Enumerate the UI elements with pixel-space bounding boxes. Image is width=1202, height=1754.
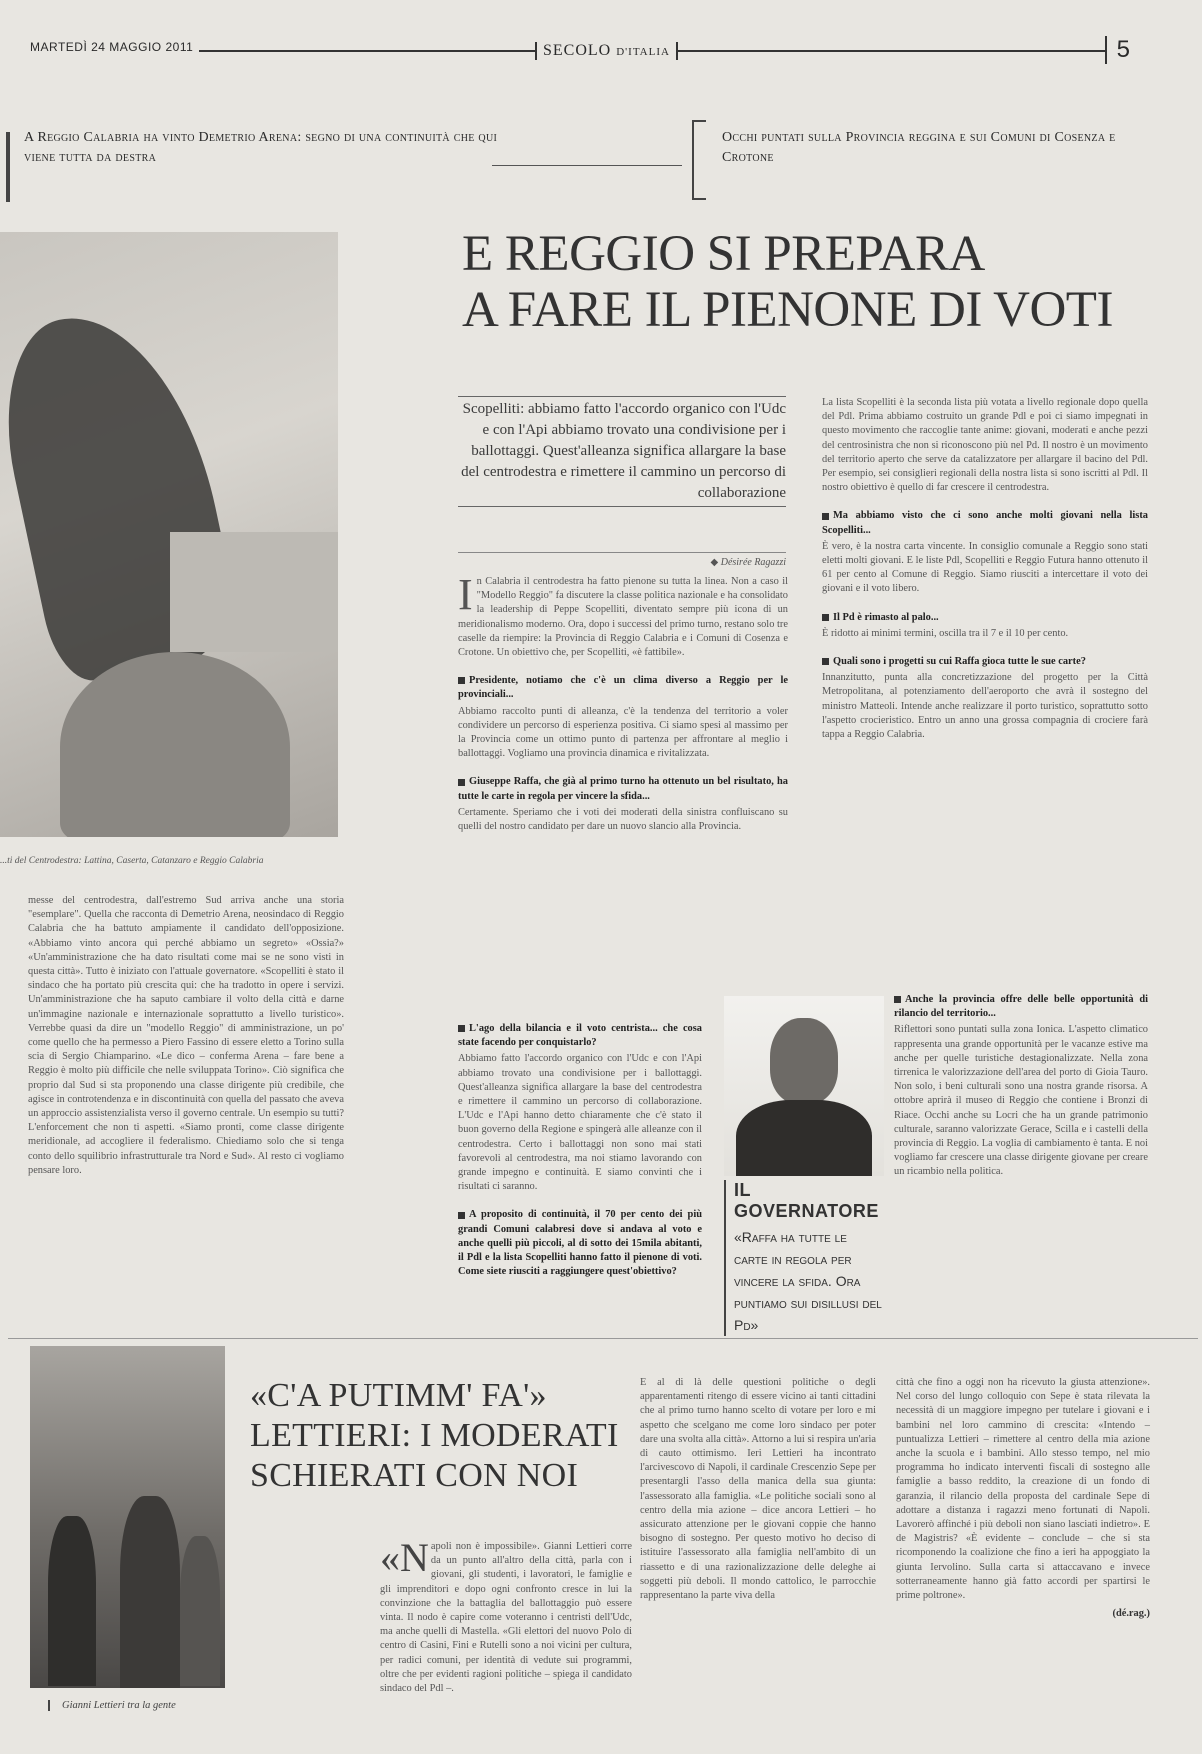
interview-answer: Riflettori sono puntati sulla zona Ionica. L'aspetto climatico rappresenta una grande opportunità per le vacanze estive ma anche per quelle turistiche destagionalizzate. Nella zona tirrenica le valorizzazione dell'area del porto di Gioia Tauro. Non solo, i beni culturali sono una nostra grande risorsa. A ottobre aprirà il museo di Reggio che contiene i Bronzi di Riace. Occhi anche su Locri che ha un grande patrimonio culturale, saranno valorizzate Gerace, Scilla e i castelli della provincia di Reggio. La voglia di cambiamento è tanta. E noi vogliamo far crescere una classe dirigente giovane per creare un ricambio nella politica. — [894, 1024, 1148, 1178]
bullet-square-icon — [458, 779, 465, 786]
lettieri-photo-caption: Gianni Lettieri tra la gente — [48, 1700, 238, 1711]
article-column-center — [458, 570, 788, 836]
governor-title: IL GOVERNATORE — [734, 1180, 879, 1221]
photo-shape — [170, 532, 338, 652]
article-column-right — [822, 396, 1148, 744]
bullet-square-icon — [822, 614, 829, 621]
bullet-square-icon — [822, 513, 829, 520]
interview-answer: Abbiamo fatto l'accordo organico con l'Udc e con l'Api abbiamo trovato una condivisione per i ballottaggi. Quest'alleanza significa allargare la base del centrodestra e rimettere il cammino un percorso di collaborazione. L'Udc e l'Api hanno detto chiaramente che c'è stato il buon governo della Regione e spingerà alle alleanze con il centrodestra. Certo i ballottaggi non sono mai stati favorevoli al centrodestra, ma noi stiamo lavorando con grande impegno e continuità. E siamo convinti che i risultati ci saranno. — [458, 1053, 702, 1193]
kicker-left — [24, 128, 504, 168]
interview-answer: La lista Scopelliti è la seconda lista più votata a livello regionale dopo quella del Pdl. Prima abbiamo costruito un grande Pdl e poi ci siamo impegnati in questo movimento che raccoglie tante anime: giovani, moderati e anche pezzi del centrosinistra che non si riconoscono più nel Pd. Il nostro è un movimento del territorio aperto che serve da catalizzatore per allargare il bacino del Pdl. Per esempio, sei consiglieri regionali della nostra lista si sono iscritti al Pdl. Il nostro obiettivo è quello di far crescere il centrodestra. — [822, 397, 1148, 494]
interview-question — [458, 1022, 702, 1050]
headline-line: A FARE IL PIENONE DI VOTI — [462, 282, 1113, 338]
pull-quote — [458, 396, 786, 507]
question-text: Ma abbiamo visto che ci sono anche molti giovani nella lista Scopelliti... — [822, 510, 1148, 536]
bullet-square-icon — [458, 1025, 465, 1032]
headline-line: «C'A PUTIMM' FA'» — [250, 1377, 547, 1414]
headline-line: SCHIERATI CON NOI — [250, 1457, 579, 1494]
bottom-headline — [250, 1376, 630, 1496]
page-number: 5 — [1105, 36, 1140, 64]
question-text: L'ago della bilancia e il voto centrista... che cosa state facendo per conquistarlo? — [458, 1023, 702, 1049]
bullet-square-icon — [458, 1212, 465, 1219]
bullet-square-icon — [822, 658, 829, 665]
kicker-bar — [6, 132, 10, 202]
intro-text: n Calabria il centrodestra ha fatto pienone su tutta la linea. Non a caso il "Modello Reggio" fa discutere la classe politica nazionale e ha consolidato la leadership di Peppe Scopelliti, diventato sempre più icona di un meridionalismo moderno. Ora, dopo i successi del primo turno, restano solo tre caselle da riempire: la Provincia di Reggio Calabria e i Comuni di Cosenza e Crotone. Un obiettivo che, per Scopelliti, «è fattibile». — [458, 576, 788, 659]
kicker-bracket — [692, 120, 706, 200]
open-quote: «N — [380, 1535, 429, 1580]
interview-question — [822, 611, 1148, 625]
author-signature: (dé.rag.) — [1112, 1608, 1150, 1620]
kicker-rule — [492, 165, 682, 166]
interview-question — [822, 509, 1148, 537]
photo-shape — [736, 1100, 872, 1176]
byline-author: Désirée Ragazzi — [720, 557, 786, 568]
question-text: Presidente, notiamo che c'è un clima diverso a Reggio per le provinciali... — [458, 675, 788, 701]
pull-quote-text: Scopelliti: abbiamo fatto l'accordo organico con l'Udc e con l'Api abbiamo trovato una condivisione per i ballottaggi. Quest'alleanza significa allargare la base del centrodestra e rimettere il cammino un percorso di collaborazione — [461, 401, 786, 501]
kicker-right: Occhi puntati sulla Provincia reggina e sui Comuni di Cosenza e Crotone — [722, 130, 1116, 165]
interview-question — [458, 775, 788, 803]
interview-answer: È vero, è la nostra carta vincente. In consiglio comunale a Reggio sono stati eletti molti giovani. E le liste Pdl, Scopelliti e Reggio Futura hanno ottenuto il 61 per cento al Comune di Reggio. Siamo riusciti a intercettare il voto dei giovani e il voto libero. — [822, 540, 1148, 595]
bottom-column-2: E al di là delle questioni politiche o degli apparentamenti ritengo di essere vicino ai tanti cittadini che al primo turno hanno scelto di votare per loro e mi aspetto che scelgano me come loro sindaco per poter dare una svolta alla città». Attorno a lui si respira un'aria di cauto ottimismo. Ieri Lettieri ha incontrato l'arcivescovo di Napoli, il cardinale Crescenzio Sepe per presentargli l'asso della manica della sua giunta: l'assessorato alla famiglia. «Le politiche sociali sono al centro della mia azione – dice ancora Lettieri – ho assicurato attenzione per le giovani coppie che hanno bisogno di sostegno. Per questo motivo ho deciso di istituire l'assessorato alla famiglia nell'ambito di un riassetto e di una razionalizzazione delle deleghe ai soggetti più deboli. Il mondo cattolico, le parrocchie rappresentano la parte viva della — [640, 1377, 876, 1602]
interview-answer: È ridotto ai minimi termini, oscilla tra il 7 e il 10 per cento. — [822, 627, 1069, 639]
bottom-column-1 — [380, 1535, 632, 1696]
section-divider — [8, 1338, 1198, 1339]
bottom-column-text: apoli non è impossibile». Gianni Lettieri corre da un punto all'altro della città, parla con i giovani, gli studenti, i lavoratori, le famiglie e gli imprenditori e dopo ogni confronto cresce in lui la convinzione che la battaglia del ballottaggio può essere vinta. Il nodo è capire come voteranno i centristi dell'Udc, ma anche quelli di Mastella. «Gli elettori del nuovo Polo di centro di Casini, Fini e Rutelli sono a noi vicini per cultura, per radici comuni, per identità di vedute sui programmi, oltre che per evidenti ragioni politiche – spiega il candidato sindaco del Pdl –. — [380, 1541, 632, 1695]
headline-line: LETTIERI: I MODERATI — [250, 1417, 619, 1454]
interview-question — [458, 674, 788, 702]
masthead — [30, 38, 1140, 78]
photo-shape — [60, 652, 290, 837]
newspaper-name-main: SECOLO — [543, 42, 612, 59]
bullet-square-icon — [458, 677, 465, 684]
governor-quote-box — [724, 1180, 884, 1336]
issue-date: MARTEDÌ 24 MAGGIO 2011 — [30, 40, 199, 54]
interview-question — [458, 1208, 702, 1279]
main-photo — [0, 232, 338, 837]
question-text: Anche la provincia offre delle belle opportunità di rilancio del territorio... — [894, 994, 1148, 1020]
headline-line: E REGGIO SI PREPARA — [462, 226, 985, 282]
intro-paragraph — [458, 570, 788, 660]
article-column-left: messe del centrodestra, dall'estremo Sud arriva anche una storia "esemplare". Quella che racconta di Demetrio Arena, neosindaco di Reggio Calabria che ha battuto ampiamente il candidato dell'opposizione. «Abbiamo vinto ancora qui perché abbiamo un segreto» «Ossia?» «Un'amministrazione che ha dato risultati come mai se ne sono visti in questa città». Tutto è iniziato con l'attuale governatore. «Scopelliti è stato il sindaco che ha portato più crescita qui: che ha tradotto in opere i servizi. Un'amministrazione che ha saputo cambiare il volto della città e darne un'immagine nazionale e internazionale soprattutto a livello turistico». Verrebbe quasi da dire un "modello Reggio" di amministrazione, un po' come quello che ha permesso a Piero Fassino di essere eletto a Torino sulla scia di Sergio Chiamparino. «Le dico – conferma Arena – fare bene a Reggio è molto più difficile che nelle sviluppata Torino». Ciò significa che proprio dal Sud si sta proponendo una classe dirigente più credibile, che agisce in controtendenza e in discontinuità con quella del passato che aveva un approccio assistenzialista verso il governo centrale. Un esempio su tutti? L'enforcement che non ti aspetti. «Siamo pronti, come classe dirigente meridionale, ad accogliere il federalismo. Chiediamo solo che si tenga conto dello squilibrio infrastrutturale tra Nord e Sud». Al resto ci vogliamo pensare loro. — [28, 895, 344, 1176]
photo-shape — [770, 1018, 838, 1104]
interview-answer: Innanzitutto, punta alla concretizzazione del progetto per la Città Metropolitana, al potenziamento dell'aeroporto che avrà il sostegno del ministro Matteoli. Intende anche realizzare il porto turistico, soprattutto sotto l'aspetto crocieristico. Entro un anno una grossa compagnia di crociere farà tappa a Reggio Calabria. — [822, 672, 1148, 741]
article-column-right-lower — [894, 993, 1148, 1182]
interview-answer: Certamente. Speriamo che i voti dei moderati della sinistra confluiscano su quelli del nostro candidato per dare un nuovo slancio alla Provincia. — [458, 806, 788, 833]
bottom-column-3 — [896, 1376, 1150, 1621]
photo-shape — [48, 1516, 96, 1686]
byline: ◆ Désirée Ragazzi — [458, 552, 786, 568]
question-text: Giuseppe Raffa, che già al primo turno ha ottenuto un bel risultato, ha tutte le carte in regola per vincere la sfida... — [458, 776, 788, 802]
governor-photo — [724, 996, 884, 1176]
newspaper-name-small: D'ITALIA — [616, 46, 670, 58]
governor-quote: «Raffa ha tutte le carte in regola per vincere la sfida. Ora puntiamo sui disillusi del Pd» — [734, 1229, 882, 1333]
interview-answer: Abbiamo raccolto punti di alleanza, c'è la tendenza del territorio a voler condividere un percorso di esperienza positiva. Ci siamo spesi al massimo per la Provincia come un ottimo punto di partenza per affrontare al meglio i ballottaggi. Vogliamo una provincia dinamica e rivitalizzata. — [458, 705, 788, 760]
photo-shape — [180, 1536, 220, 1686]
drop-cap: I — [458, 570, 473, 619]
article-column-center-lower — [458, 1022, 702, 1281]
main-photo-caption: ...ti del Centrodestra: Lattina, Caserta, Catanzaro e Reggio Calabria — [0, 856, 264, 866]
question-text: Il Pd è rimasto al palo... — [833, 611, 939, 623]
question-text: Quali sono i progetti su cui Raffa gioca tutte le sue carte? — [833, 656, 1086, 668]
main-headline — [462, 226, 1162, 338]
lettieri-photo — [30, 1346, 225, 1688]
question-text: A proposito di continuità, il 70 per cento dei più grandi Comuni calabresi dove si andava al voto e anche quelli più piccoli, al di sotto dei 15mila abitanti, il Pdl e la lista Scopelliti hanno fatto il pienone di voti. Come siete riusciti a raggiungere quest'obiettivo? — [458, 1209, 702, 1278]
newspaper-name — [535, 42, 678, 60]
kicker-left-text: A Reggio Calabria ha vinto Demetrio Arena: segno di una continuità che qui viene tutta da destra — [24, 130, 498, 165]
interview-question — [822, 655, 1148, 669]
photo-shape — [120, 1496, 180, 1688]
bottom-column-text: città che fino a oggi non ha ricevuto la giusta attenzione». Nel corso del lungo colloquio con Sepe è stata rilevata la necessità di un maggiore impegno per tutelare i giovani e i bambini nel loro cammino di crescita: «Intendo – puntualizza Lettieri – rimettere al centro della mia azione anche la scuola e i bambini. Allo stesso tempo, nel mio programma ho indicato interventi fiscali di sostegno alle famiglie a basso reddito, la creazione di un fondo di garanzia, il rilancio della proposta del cardinale Sepe di adottare a distanza i ragazzi meno fortunati di Napoli. Lavorerò affinché i più deboli non siano lasciati indietro». E de Magistris? «È evidente – conclude – che si sta ricomponendo la coalizione che fino a ieri ha appoggiato la giunta Iervolino. Sulla carta si attaccavano e invece sotterraneamente hanno già fatto accordi per spartirsi le prime poltrone». — [896, 1377, 1150, 1602]
interview-question — [894, 993, 1148, 1021]
bullet-square-icon — [894, 996, 901, 1003]
